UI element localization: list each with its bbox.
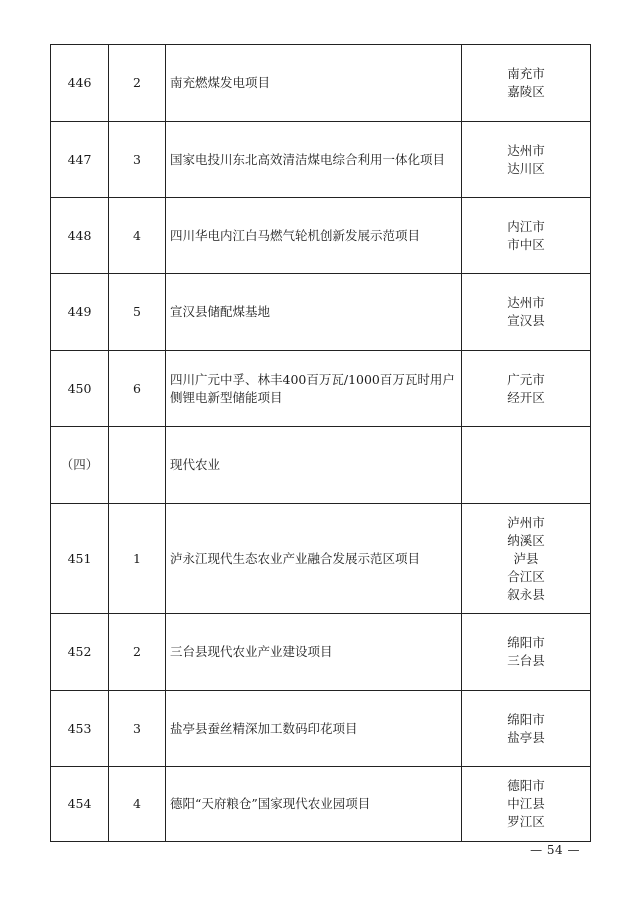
table-row [51,504,591,614]
location-line: 内江市 [507,218,545,234]
location-line: 达州市 [507,142,545,158]
cell-sub-number: 1 [109,504,166,614]
cell-location [462,504,591,614]
cell-serial-number: 453 [51,691,109,767]
location-line: 纳溪区 [507,532,545,548]
location-line: 叙永县 [507,586,545,602]
cell-serial-number: 452 [51,614,109,691]
cell-project-name: 国家电投川东北高效清洁煤电综合利用一体化项目 [166,122,462,198]
location-line: 泸县 [513,550,539,566]
table-row [51,427,591,504]
table-row [51,767,591,842]
location-line: 广元市 [507,371,545,387]
table-row [51,122,591,198]
cell-project-name: 四川广元中孚、林丰400百万瓦/1000百万瓦时用户侧锂电新型储能项目 [166,351,462,427]
cell-sub-number: 2 [109,45,166,122]
cell-location [462,767,591,842]
location-line: 盐亭县 [507,729,545,745]
cell-project-name: 南充燃煤发电项目 [166,45,462,122]
cell-location [462,45,591,122]
page-number: — 54 — [530,843,580,857]
table-row [51,351,591,427]
location-line: 达州市 [507,295,545,310]
cell-project-name: 现代农业 [166,427,462,504]
table-row [51,45,591,122]
location-line: 宣汉县 [507,313,545,328]
cell-location [462,274,591,351]
cell-location [462,614,591,691]
location-line: 市中区 [507,236,545,252]
cell-sub-number: 5 [109,274,166,351]
cell-serial-number: （四） [51,427,109,504]
cell-serial-number: 447 [51,122,109,198]
location-line: 经开区 [507,389,545,405]
table-row [51,274,591,351]
cell-serial-number: 454 [51,767,109,842]
cell-serial-number: 451 [51,504,109,614]
cell-serial-number: 449 [51,274,109,351]
cell-project-name: 宣汉县储配煤基地 [166,274,462,351]
cell-sub-number: 3 [109,691,166,767]
cell-location [462,427,591,504]
table-row [51,198,591,274]
location-line: 达川区 [507,160,545,176]
cell-serial-number: 446 [51,45,109,122]
cell-location [462,122,591,198]
cell-sub-number: 6 [109,351,166,427]
cell-project-name: 德阳“天府粮仓”国家现代农业园项目 [166,767,462,842]
location-line: 合江区 [507,568,545,584]
cell-project-name: 四川华电内江白马燃气轮机创新发展示范项目 [166,198,462,274]
cell-project-name: 泸永江现代生态农业产业融合发展示范区项目 [166,504,462,614]
location-line: 绵阳市 [507,711,545,727]
location-line: 嘉陵区 [507,84,545,99]
cell-sub-number [109,427,166,504]
cell-project-name: 盐亭县蚕丝精深加工数码印花项目 [166,691,462,767]
project-table [50,44,591,842]
location-line: 罗江区 [507,814,545,829]
cell-sub-number: 2 [109,614,166,691]
cell-serial-number: 448 [51,198,109,274]
location-line: 绵阳市 [507,635,545,650]
cell-location [462,198,591,274]
location-line: 中江县 [507,796,545,811]
table-row [51,614,591,691]
location-line: 南充市 [507,66,545,81]
location-line: 泸州市 [507,514,545,530]
cell-sub-number: 4 [109,767,166,842]
cell-location [462,691,591,767]
table-body [51,45,591,842]
cell-serial-number: 450 [51,351,109,427]
location-line: 德阳市 [507,778,545,793]
location-line: 三台县 [507,653,545,668]
cell-project-name: 三台县现代农业产业建设项目 [166,614,462,691]
cell-sub-number: 3 [109,122,166,198]
cell-location [462,351,591,427]
table-row [51,691,591,767]
cell-sub-number: 4 [109,198,166,274]
